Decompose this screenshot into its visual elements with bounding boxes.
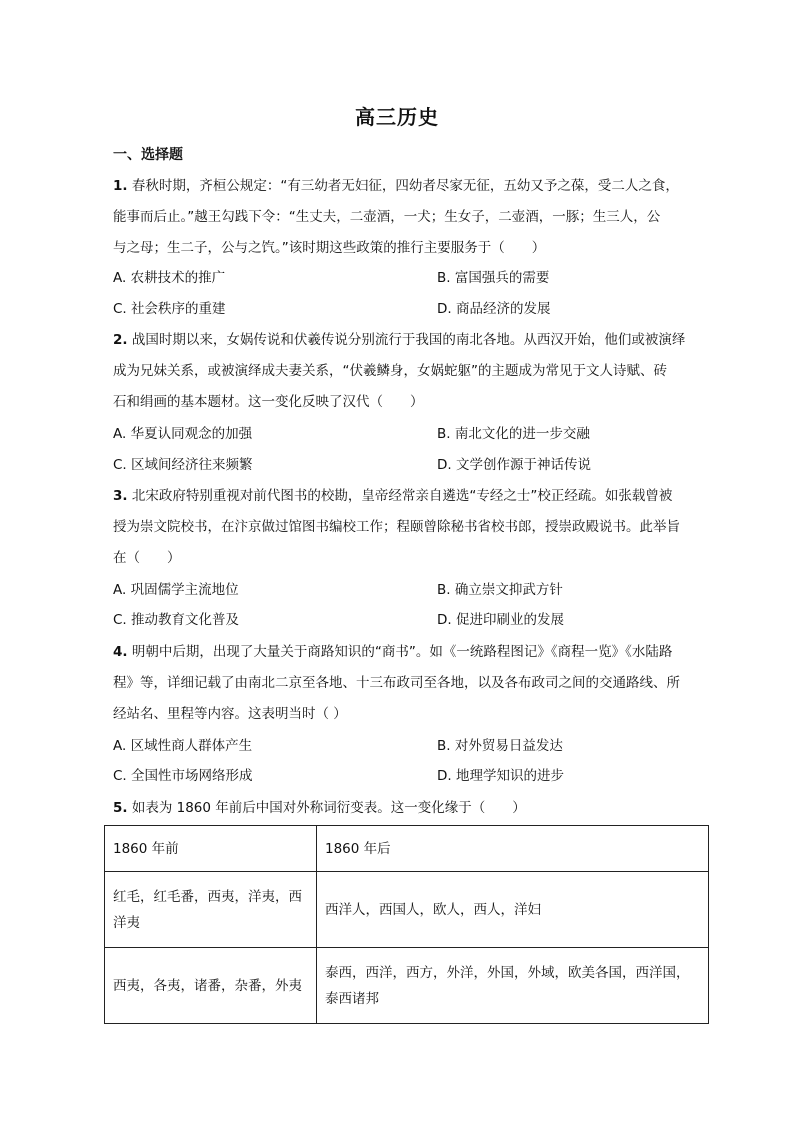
section-heading: 一、选择题 [113, 147, 183, 163]
question-1-line-3: 与之母；生二子，公与之饩。”该时期这些政策的推行主要服务于（ ） [113, 240, 546, 256]
question-2-option-d[interactable]: D. 文学创作源于神话传说 [437, 457, 591, 473]
question-1-option-d[interactable]: D. 商品经济的发展 [437, 301, 551, 317]
question-5-line-1: 5. 如表为 1860 年前后中国对外称词衍变表。这一变化缘于（ ） [113, 800, 526, 816]
question-3-option-a[interactable]: A. 巩固儒学主流地位 [113, 582, 239, 598]
question-3-number: 3. [113, 488, 128, 504]
question-2-line-3: 石和绢画的基本题材。这一变化反映了汉代（ ） [113, 394, 424, 410]
question-4-line-1: 4. 明朝中后期，出现了大量关于商路知识的“商书”。如《一统路程图记》《商程一览》《水陆路 [113, 644, 673, 660]
table-cell-after: 西洋人，西国人，欧人，西人，洋妇 [317, 872, 709, 948]
table-cell-before: 西夷，各夷，诸番，杂番，外夷 [105, 948, 317, 1024]
table-cell-before: 红毛，红毛番，西夷，洋夷，西 洋夷 [105, 872, 317, 948]
question-4-option-b[interactable]: B. 对外贸易日益发达 [437, 738, 563, 754]
question-4-line-3: 经站名、里程等内容。这表明当时（ ） [113, 706, 347, 722]
title-evolution-table [104, 825, 709, 1024]
question-2-line-2: 成为兄妹关系，或被演绎成夫妻关系，“伏羲鳞身，女娲蛇躯”的主题成为常见于文人诗赋、砖 [113, 363, 667, 379]
question-3-line-1: 3. 北宋政府特别重视对前代图书的校勘，皇帝经常亲自遴选“专经之士”校正经疏。如张载曾被 [113, 488, 673, 504]
question-3-option-d[interactable]: D. 促进印刷业的发展 [437, 612, 564, 628]
question-3-line-3: 在（ ） [113, 550, 181, 566]
question-2-line-1: 2. 战国时期以来，女娲传说和伏羲传说分别流行于我国的南北各地。从西汉开始，他们或被演绎 [113, 332, 686, 348]
question-3-option-c[interactable]: C. 推动教育文化普及 [113, 612, 240, 628]
table-row [105, 948, 709, 1024]
question-4-option-c[interactable]: C. 全国性市场网络形成 [113, 768, 253, 784]
question-4-number: 4. [113, 644, 128, 660]
question-4-option-d[interactable]: D. 地理学知识的进步 [437, 768, 564, 784]
question-2-option-c[interactable]: C. 区域间经济往来频繁 [113, 457, 253, 473]
question-1-option-a[interactable]: A. 农耕技术的推广 [113, 270, 226, 286]
question-2-number: 2. [113, 332, 128, 348]
table-cell-after: 泰西，西洋，西方，外洋，外国，外域，欧美各国，西洋国， 泰西诸邦 [317, 948, 709, 1024]
page-title: 高三历史 [355, 105, 439, 129]
table-header-before: 1860 年前 [105, 826, 317, 872]
question-1-number: 1. [113, 178, 128, 194]
table-header-after: 1860 年后 [317, 826, 709, 872]
question-2-option-b[interactable]: B. 南北文化的进一步交融 [437, 426, 590, 442]
table-header-row [105, 826, 709, 872]
question-1-option-c[interactable]: C. 社会秩序的重建 [113, 301, 226, 317]
question-2-option-a[interactable]: A. 华夏认同观念的加强 [113, 426, 253, 442]
table-row [105, 872, 709, 948]
question-1-line-2: 能事而后止。”越王勾践下令：“生丈夫，二壶酒，一犬；生女子，二壶酒，一豚；生三人，公 [113, 209, 661, 225]
question-1-option-b[interactable]: B. 富国强兵的需要 [437, 270, 550, 286]
question-3-option-b[interactable]: B. 确立崇文抑武方针 [437, 582, 563, 598]
question-4-line-2: 程》等，详细记载了由南北二京至各地、十三布政司至各地，以及各布政司之间的交通路线、所 [113, 675, 680, 691]
question-4-option-a[interactable]: A. 区域性商人群体产生 [113, 738, 253, 754]
question-1-line-1: 1. 春秋时期，齐桓公规定：“有三幼者无妇征，四幼者尽家无征，五幼又予之葆，受二人之食， [113, 178, 679, 194]
question-5-number: 5. [113, 800, 128, 816]
question-3-line-2: 授为崇文院校书，在汴京做过馆图书编校工作；程颐曾除秘书省校书郎，授崇政殿说书。此举旨 [113, 519, 680, 535]
